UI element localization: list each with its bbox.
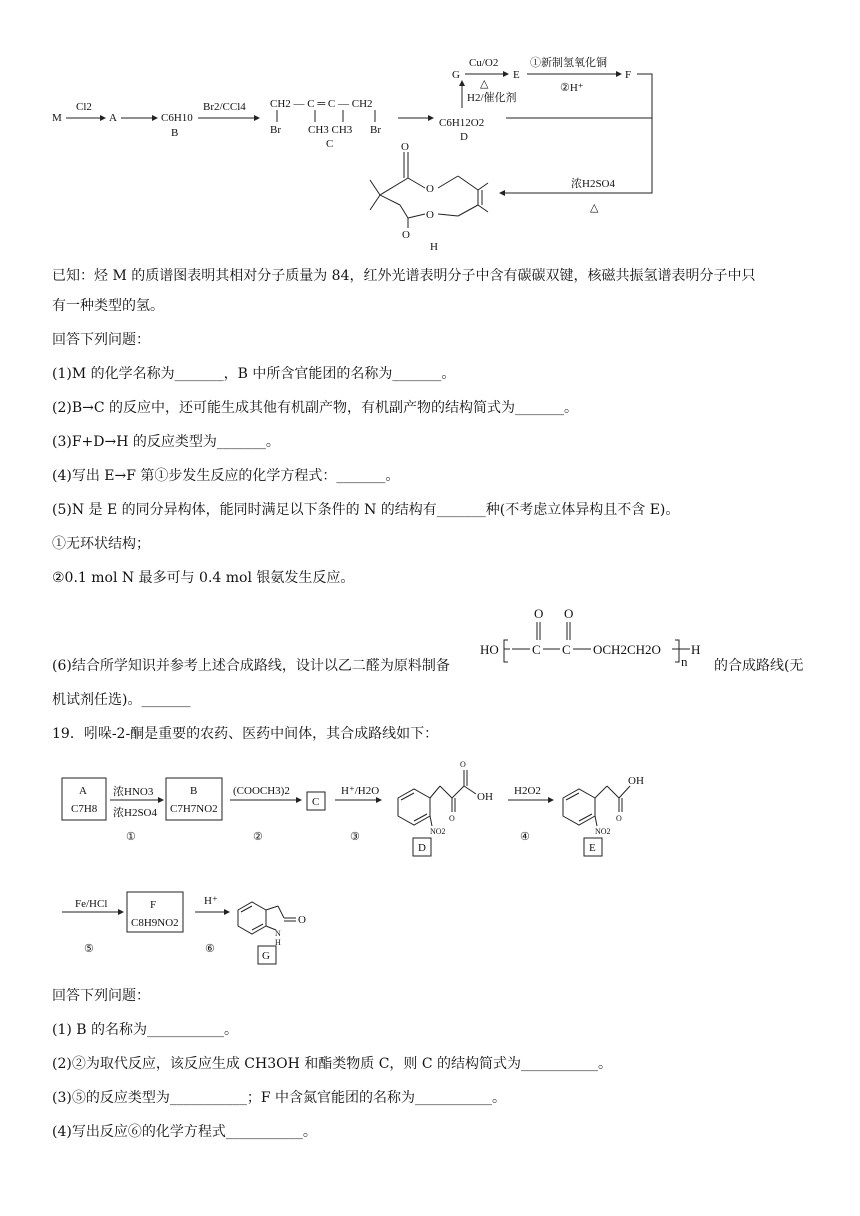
s2-step1: ① [126, 831, 136, 843]
question-6b: 的合成路线(无 [714, 658, 804, 674]
question-6c: 机试剂任选)。_______ [52, 692, 191, 708]
h-ester-o-2: O [426, 209, 434, 221]
s2-f-label: F [150, 899, 157, 911]
question-5: (5)N 是 E 的同分异构体，能同时满足以下条件的 N 的结构有_______种(不考虑立体异构且不含 E)。 [52, 502, 680, 518]
s2-e-no2: NO2 [595, 827, 611, 836]
svg-text:O: O [534, 606, 544, 621]
s2-step3: ③ [350, 831, 360, 843]
s2-step4: ④ [520, 831, 530, 843]
compound-f: F [625, 69, 632, 81]
s2-r1a: 浓HNO3 [113, 786, 154, 798]
compound-b-formula: C6H10 [161, 112, 193, 124]
answer-prompt-2: 回答下列问题： [52, 988, 150, 1004]
s2-g-label: G [262, 950, 270, 962]
question-1: (1)M 的化学名称为_______，B 中所含官能团的名称为_______。 [52, 366, 456, 382]
reagent-h2: H2/催化剂 [467, 92, 517, 104]
s2-f-formula: C8H9NO2 [131, 917, 179, 929]
question-3: (3)F+D→H 的反应类型为_______。 [52, 434, 280, 450]
reagent-br2: Br2/CCl4 [203, 101, 246, 113]
s2-e-o: O [616, 814, 622, 823]
compound-c-chain: CH2 — C ═ C — CH2 [270, 98, 373, 110]
s2-r5: Fe/HCl [75, 898, 108, 910]
reagent-h2so4: 浓H2SO4 [571, 178, 616, 190]
scheme-1 [0, 0, 860, 253]
s2-step2: ② [253, 831, 263, 843]
compound-c-label: C [326, 138, 334, 150]
s2-d-label: D [418, 842, 426, 854]
s2-g-o: O [298, 914, 306, 926]
s2-r4: H2O2 [514, 785, 541, 797]
part-3: (3)⑤的反应类型为___________；F 中含氮官能团的名称为___________。 [52, 1090, 506, 1106]
svg-text:H: H [691, 642, 701, 657]
s2-b-formula: C7H7NO2 [170, 803, 218, 815]
s2-b-label: B [190, 785, 198, 797]
s2-r2: (COOCH3)2 [233, 785, 290, 797]
condition-2: ②0.1 mol N 最多可与 0.4 mol 银氨发生反应。 [52, 570, 355, 586]
svg-text:HO: HO [480, 642, 499, 657]
compound-m: M [52, 112, 62, 124]
s2-r1b: 浓H2SO4 [113, 807, 158, 819]
compound-a: A [109, 112, 117, 124]
svg-text:n: n [681, 654, 688, 669]
s2-e-label: E [589, 842, 596, 854]
s2-c-label: C [312, 796, 320, 808]
compound-h-label: H [430, 241, 438, 253]
part-2: (2)②为取代反应，该反应生成 CH3OH 和酯类物质 C，则 C 的结构简式为___________。 [52, 1056, 613, 1072]
compound-g: G [452, 69, 460, 81]
answer-prompt-1: 回答下列问题： [52, 332, 150, 348]
scheme-2 [0, 750, 860, 980]
s2-d-o2: O [449, 814, 455, 823]
compound-c-ch3: CH3 CH3 [308, 124, 353, 136]
svg-text:C: C [562, 642, 571, 657]
h-carbonyl-o-top: O [401, 141, 409, 153]
reagent-1: ①新制氢氧化铜 [530, 57, 607, 69]
question-6a: (6)结合所学知识并参考上述合成路线，设计以乙二醛为原料制备 [52, 658, 450, 674]
s2-r3: H⁺/H2O [341, 785, 380, 797]
svg-text:C: C [532, 642, 541, 657]
s2-step6: ⑥ [205, 943, 215, 955]
s2-d-no2: NO2 [430, 827, 446, 836]
known-text-2: 有一种类型的氢。 [52, 298, 164, 314]
part-4: (4)写出反应⑥的化学方程式___________。 [52, 1124, 317, 1140]
s2-g-n: N [275, 929, 281, 938]
part-1: (1) B 的名称为___________。 [52, 1022, 239, 1038]
h-ester-o-1: O [426, 183, 434, 195]
s2-e-oh: OH [628, 775, 644, 787]
reagent-cl2: Cl2 [76, 101, 92, 113]
s2-g-h: H [275, 938, 281, 947]
polymer-structure [478, 600, 718, 680]
compound-d-formula: C6H12O2 [439, 117, 485, 129]
compound-c-br-right: Br [370, 124, 381, 136]
reagent-cuo2: Cu/O2 [469, 57, 499, 69]
s2-d-oh: OH [477, 791, 493, 803]
condition-1: ①无环状结构； [52, 536, 150, 552]
svg-text:O: O [564, 606, 574, 621]
delta-1: △ [480, 78, 489, 90]
known-text-1: 已知：烃 M 的质谱图表明其相对分子质量为 84，红外光谱表明分子中含有碳碳双键，核磁共振氢谱表明分子中只 [52, 268, 756, 284]
s2-r6: H⁺ [204, 895, 218, 907]
h-carbonyl-o-bottom: O [402, 229, 410, 241]
question-2: (2)B→C 的反应中，还可能生成其他有机副产物，有机副产物的结构简式为_______。 [52, 400, 579, 416]
s2-d-o1: O [460, 760, 466, 769]
compound-d-label: D [460, 131, 468, 143]
s2-g-structure [238, 902, 296, 934]
question-4: (4)写出 E→F 第①步发生反应的化学方程式：_______。 [52, 468, 400, 484]
delta-2: △ [590, 202, 599, 214]
compound-b-label: B [171, 127, 179, 139]
question-19-title: 19．吲哚-2-酮是重要的农药、医药中间体，其合成路线如下： [52, 726, 439, 742]
s2-a-formula: C7H8 [71, 803, 98, 815]
s2-a-label: A [79, 785, 87, 797]
svg-text:OCH2CH2O: OCH2CH2O [593, 642, 661, 657]
reagent-2: ②H⁺ [560, 82, 584, 94]
compound-c-br-left: Br [270, 124, 281, 136]
s2-d-structure [398, 770, 476, 826]
s2-step5: ⑤ [84, 943, 94, 955]
compound-e: E [513, 69, 520, 81]
